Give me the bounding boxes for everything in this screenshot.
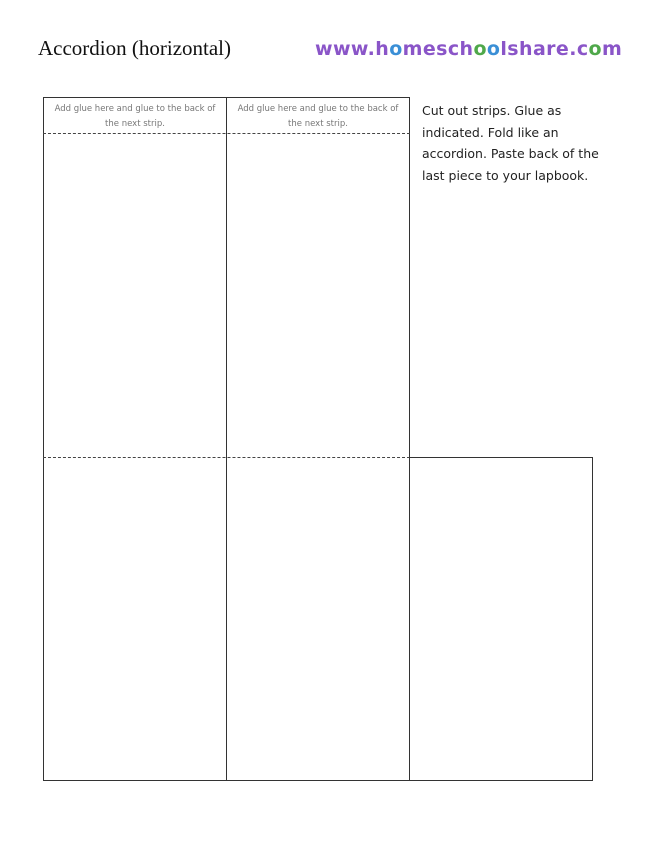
- logo-letter-o: o: [588, 38, 602, 60]
- logo-letter-o: o: [473, 38, 487, 60]
- logo-part: lshare.c: [500, 38, 589, 60]
- instructions-text: Cut out strips. Glue as indicated. Fold like an accordion. Paste back of the last piece to your lapbook.: [422, 103, 599, 183]
- strip-divider: [226, 97, 227, 781]
- glue-note-strip-1: Add glue here and glue to the back of the next strip.: [54, 104, 216, 129]
- logo-letter-o: o: [389, 38, 403, 60]
- last-piece-panel: [409, 457, 593, 781]
- site-logo: [315, 38, 622, 60]
- logo-part: mesch: [402, 38, 474, 60]
- logo-letter-o: o: [486, 38, 501, 60]
- fold-line: [43, 457, 410, 458]
- glue-tab-fold-line: [43, 133, 410, 134]
- logo-part: www.h: [315, 38, 390, 60]
- page-title: Accordion (horizontal): [38, 36, 232, 60]
- glue-note-strip-2: Add glue here and glue to the back of the next strip.: [237, 104, 399, 129]
- logo-part: m: [601, 38, 623, 60]
